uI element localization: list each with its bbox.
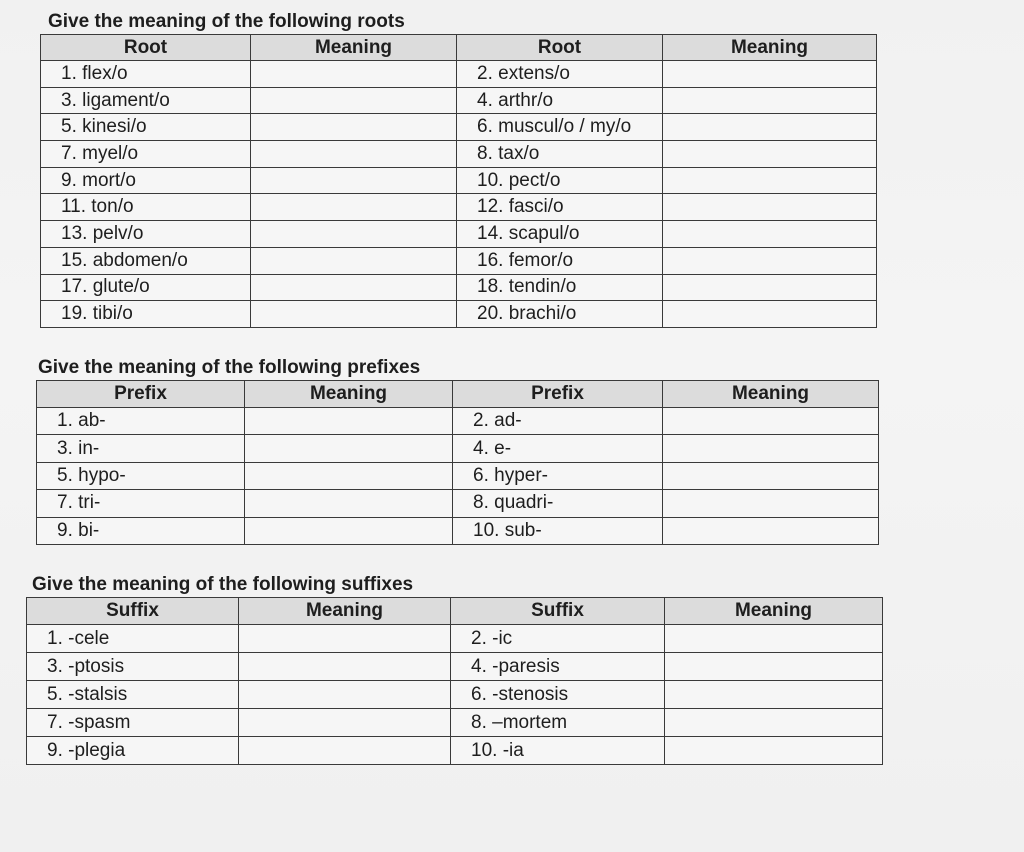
table-row [37,462,879,489]
prefix-term: 8. quadri- [453,490,663,517]
suffix-term: 1. -cele [27,625,239,653]
meaning-answer-cell[interactable] [251,114,457,141]
suffixes-section-title: Give the meaning of the following suffixes [32,574,414,595]
suffix-term: 6. -stenosis [451,681,665,709]
table-row [41,87,877,114]
table-row [41,247,877,274]
prefixes-header-row [37,381,879,408]
meaning-answer-cell[interactable] [663,61,877,88]
meaning-answer-cell[interactable] [239,653,451,681]
meaning-answer-cell[interactable] [239,625,451,653]
suffix-term: 4. -paresis [451,653,665,681]
table-row [41,141,877,168]
meaning-answer-cell[interactable] [251,274,457,301]
meaning-answer-cell[interactable] [663,301,877,328]
root-term: 18. tendin/o [457,274,663,301]
root-term: 15. abdomen/o [41,247,251,274]
prefixes-header-meaning-left: Meaning [245,381,453,408]
meaning-answer-cell[interactable] [251,87,457,114]
prefixes-header-prefix-left: Prefix [37,381,245,408]
prefixes-header-prefix-right: Prefix [453,381,663,408]
root-term: 2. extens/o [457,61,663,88]
meaning-answer-cell[interactable] [663,490,879,517]
root-term: 10. pect/o [457,167,663,194]
suffixes-table [26,597,883,765]
meaning-answer-cell[interactable] [245,435,453,462]
roots-header-root-right: Root [457,35,663,61]
meaning-answer-cell[interactable] [251,61,457,88]
prefix-term: 9. bi- [37,517,245,544]
prefixes-section [36,356,879,545]
root-term: 12. fasci/o [457,194,663,221]
table-row [41,61,877,88]
meaning-answer-cell[interactable] [251,247,457,274]
meaning-answer-cell[interactable] [663,114,877,141]
meaning-answer-cell[interactable] [251,194,457,221]
roots-section [40,10,877,328]
table-row [27,709,883,737]
meaning-answer-cell[interactable] [251,221,457,248]
prefix-term: 1. ab- [37,408,245,435]
roots-header-meaning-right: Meaning [663,35,877,61]
table-row [27,653,883,681]
roots-table [40,34,877,328]
prefix-term: 5. hypo- [37,462,245,489]
table-row [41,274,877,301]
meaning-answer-cell[interactable] [665,681,883,709]
suffixes-header-meaning-right: Meaning [665,598,883,625]
table-row [41,221,877,248]
suffixes-header-meaning-left: Meaning [239,598,451,625]
meaning-answer-cell[interactable] [663,247,877,274]
prefix-term: 3. in- [37,435,245,462]
meaning-answer-cell[interactable] [663,87,877,114]
table-row [27,625,883,653]
root-term: 17. glute/o [41,274,251,301]
meaning-answer-cell[interactable] [251,301,457,328]
meaning-answer-cell[interactable] [251,167,457,194]
table-row [37,517,879,544]
root-term: 11. ton/o [41,194,251,221]
suffix-term: 9. -plegia [27,737,239,765]
roots-header-root-left: Root [41,35,251,61]
root-term: 14. scapul/o [457,221,663,248]
meaning-answer-cell[interactable] [663,167,877,194]
root-term: 4. arthr/o [457,87,663,114]
roots-header-row [41,35,877,61]
meaning-answer-cell[interactable] [245,462,453,489]
meaning-answer-cell[interactable] [663,194,877,221]
meaning-answer-cell[interactable] [239,681,451,709]
root-term: 16. femor/o [457,247,663,274]
meaning-answer-cell[interactable] [665,625,883,653]
table-row [41,194,877,221]
prefixes-header-meaning-right: Meaning [663,381,879,408]
meaning-answer-cell[interactable] [239,709,451,737]
roots-header-meaning-left: Meaning [251,35,457,61]
suffix-term: 10. -ia [451,737,665,765]
root-term: 3. ligament/o [41,87,251,114]
root-term: 7. myel/o [41,141,251,168]
prefix-term: 2. ad- [453,408,663,435]
meaning-answer-cell[interactable] [663,408,879,435]
table-row [27,737,883,765]
roots-section-title: Give the meaning of the following roots [48,11,405,32]
meaning-answer-cell[interactable] [663,435,879,462]
prefix-term: 7. tri- [37,490,245,517]
prefix-term: 10. sub- [453,517,663,544]
prefix-term: 6. hyper- [453,462,663,489]
suffix-term: 2. -ic [451,625,665,653]
prefixes-table [36,380,879,545]
meaning-answer-cell[interactable] [245,517,453,544]
root-term: 19. tibi/o [41,301,251,328]
suffix-term: 5. -stalsis [27,681,239,709]
suffixes-header-suffix-right: Suffix [451,598,665,625]
meaning-answer-cell[interactable] [663,221,877,248]
meaning-answer-cell[interactable] [239,737,451,765]
meaning-answer-cell[interactable] [663,517,879,544]
suffixes-section [26,573,883,765]
root-term: 13. pelv/o [41,221,251,248]
suffixes-header-suffix-left: Suffix [27,598,239,625]
root-term: 20. brachi/o [457,301,663,328]
table-row [37,408,879,435]
meaning-answer-cell[interactable] [665,737,883,765]
suffix-term: 7. -spasm [27,709,239,737]
meaning-answer-cell[interactable] [245,490,453,517]
meaning-answer-cell[interactable] [665,709,883,737]
root-term: 9. mort/o [41,167,251,194]
meaning-answer-cell[interactable] [663,462,879,489]
table-row [41,167,877,194]
meaning-answer-cell[interactable] [665,653,883,681]
meaning-answer-cell[interactable] [251,141,457,168]
table-row [41,114,877,141]
suffixes-header-row [27,598,883,625]
table-row [37,490,879,517]
root-term: 6. muscul/o / my/o [457,114,663,141]
root-term: 8. tax/o [457,141,663,168]
meaning-answer-cell[interactable] [663,274,877,301]
meaning-answer-cell[interactable] [663,141,877,168]
table-row [37,435,879,462]
meaning-answer-cell[interactable] [245,408,453,435]
table-row [41,301,877,328]
root-term: 5. kinesi/o [41,114,251,141]
prefix-term: 4. e- [453,435,663,462]
suffix-term: 8. –mortem [451,709,665,737]
root-term: 1. flex/o [41,61,251,88]
suffix-term: 3. -ptosis [27,653,239,681]
table-row [27,681,883,709]
prefixes-section-title: Give the meaning of the following prefixes [38,357,421,378]
